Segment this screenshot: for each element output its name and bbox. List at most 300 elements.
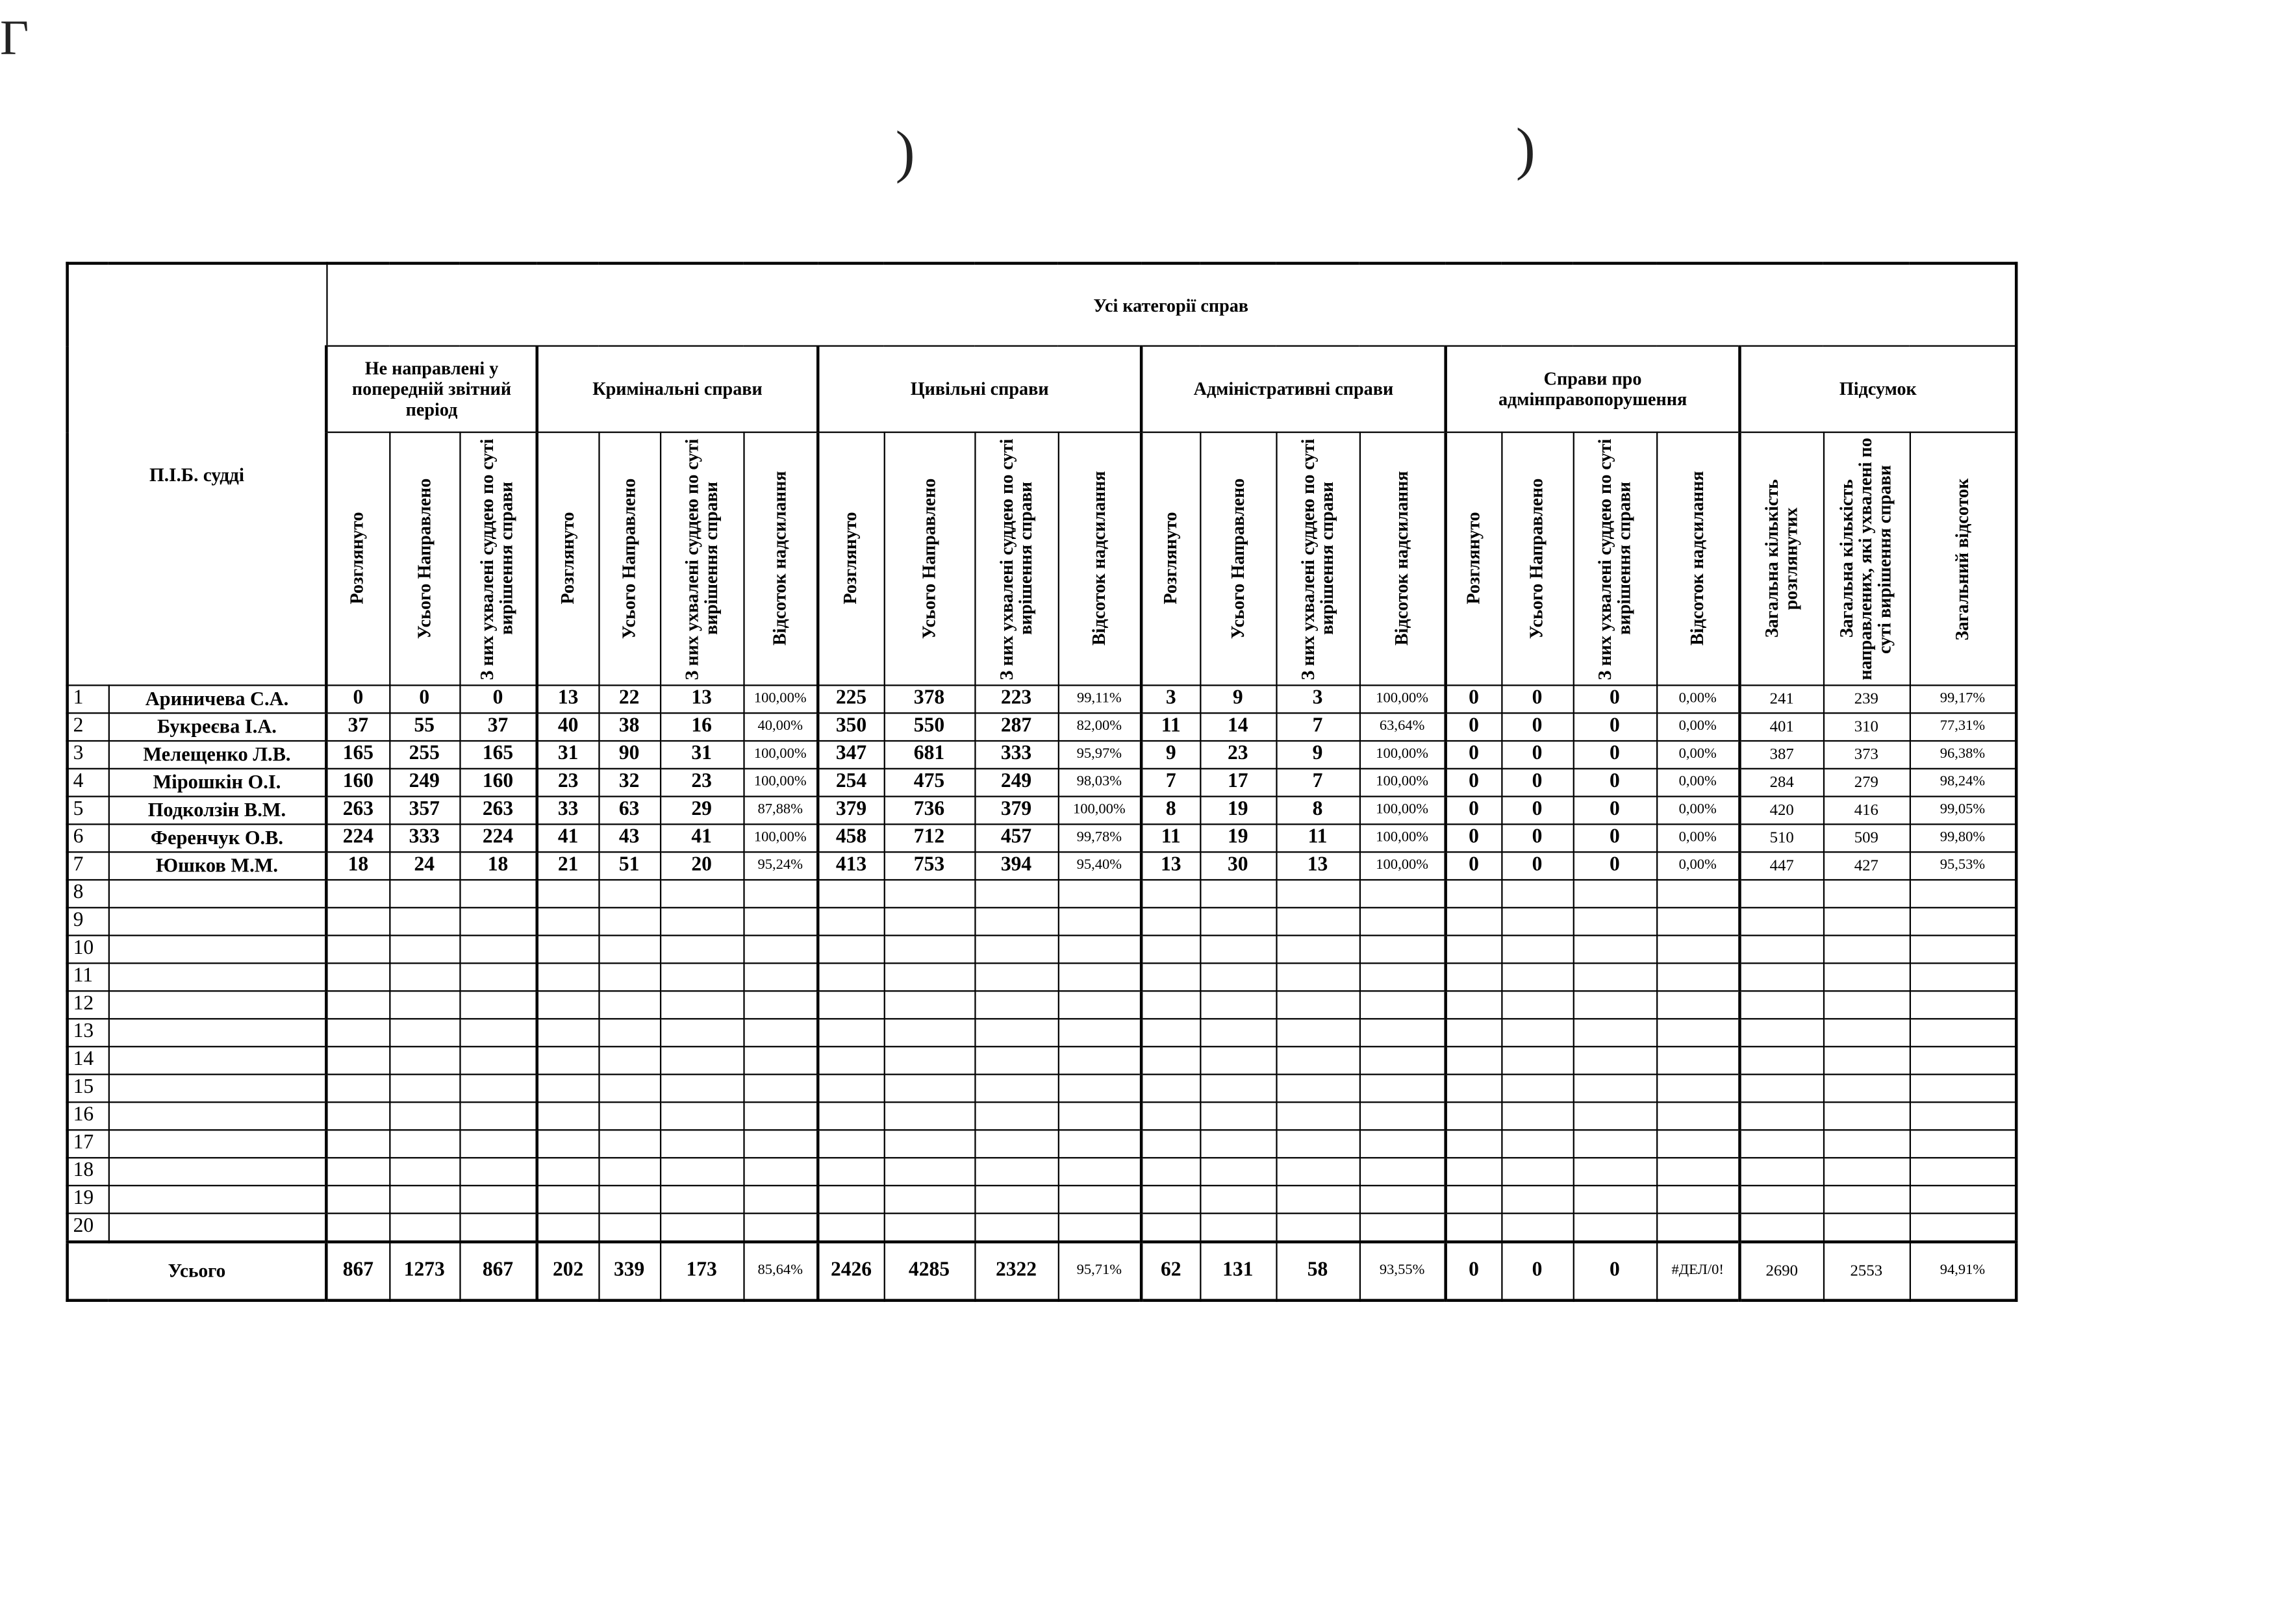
table-cell [1823,1019,1910,1047]
table-cell [1910,1158,2016,1186]
table-cell: 173 [660,1242,743,1301]
table-cell: 263 [459,797,537,825]
judge-name: Юшков М.М. [108,852,327,880]
column-header-label: З них ухвалені суддею по суті вирішення справи [1594,438,1634,680]
table-cell [974,1102,1057,1130]
column-header [1910,432,2016,686]
table-cell [743,1158,818,1186]
row-number: 15 [68,1075,108,1103]
table-cell [884,908,975,936]
table-cell [1141,936,1200,964]
table-cell [1656,991,1739,1019]
table-row-empty [68,1075,2017,1103]
table-cell [1573,936,1656,964]
table-cell: 95,40% [1058,852,1141,880]
table-cell: 347 [818,741,883,769]
table-cell: 9 [1200,685,1276,713]
table-cell: 249 [389,769,459,797]
table-cell [884,1158,975,1186]
table-cell [1573,991,1656,1019]
column-header [1359,432,1446,686]
table-cell [1058,1158,1141,1186]
table-cell: 0,00% [1656,713,1739,741]
table-cell [1359,1047,1446,1075]
table-cell: 96,38% [1910,741,2016,769]
table-cell [818,1075,883,1103]
table-cell [1058,1130,1141,1158]
table-cell [1823,991,1910,1019]
table-cell [537,1019,599,1047]
table-cell [1739,1019,1823,1047]
table-cell: 0 [1501,1242,1573,1301]
table-cell: 100,00% [743,685,818,713]
table-cell [660,1130,743,1158]
table-cell: 239 [1823,685,1910,713]
table-cell [974,1130,1057,1158]
table-cell: 24 [389,852,459,880]
table-cell [974,1186,1057,1214]
table-cell: 379 [974,797,1057,825]
table-cell: 357 [389,797,459,825]
table-cell [1359,991,1446,1019]
table-cell: 255 [389,741,459,769]
table-cell: 23 [537,769,599,797]
table-cell [1573,1102,1656,1130]
table-cell [1573,1019,1656,1047]
table-cell [660,1019,743,1047]
table-cell: 11 [1141,713,1200,741]
table-cell [1446,991,1502,1019]
table-cell [537,908,599,936]
table-cell: 100,00% [1359,824,1446,852]
table-row [68,713,2017,741]
table-cell: 18 [459,852,537,880]
table-cell [1141,1186,1200,1214]
table-cell [1359,1214,1446,1242]
table-cell: 736 [884,797,975,825]
table-cell [1359,1130,1446,1158]
table-cell: 279 [1823,769,1910,797]
row-number: 12 [68,991,108,1019]
table-cell [1573,1130,1656,1158]
table-cell [1910,991,2016,1019]
table-cell [818,880,883,908]
table-cell: 23 [1200,741,1276,769]
judge-name [108,908,327,936]
table-cell: 160 [326,769,389,797]
table-cell [1200,880,1276,908]
table-cell [1573,1047,1656,1075]
table-cell: 401 [1739,713,1823,741]
column-header [1058,432,1141,686]
table-cell: 8 [1141,797,1200,825]
table-cell [1823,1214,1910,1242]
table-cell: 100,00% [1058,797,1141,825]
table-cell [1573,1158,1656,1186]
table-cell: 510 [1739,824,1823,852]
punch-hole-mark: ) [895,118,915,184]
table-cell: 4285 [884,1242,975,1301]
table-cell [1823,1130,1910,1158]
table-cell: 475 [884,769,975,797]
table-cell: 447 [1739,852,1823,880]
table-cell [884,991,975,1019]
table-cell [1910,1214,2016,1242]
table-cell: 0 [459,685,537,713]
table-cell [459,1214,537,1242]
table-cell: 509 [1823,824,1910,852]
group-header: Підсумок [1739,346,2016,432]
table-cell [974,1075,1057,1103]
table-cell: 165 [459,741,537,769]
judge-name [108,1130,327,1158]
table-cell [537,1075,599,1103]
row-number: 5 [68,797,108,825]
table-cell [537,1047,599,1075]
table-cell [459,1019,537,1047]
table-cell [389,1047,459,1075]
table-cell: 160 [459,769,537,797]
table-cell [598,963,660,991]
table-cell [537,880,599,908]
column-header [1501,432,1573,686]
table-cell: 2426 [818,1242,883,1301]
judge-name [108,1158,327,1186]
table-cell: 0 [1501,797,1573,825]
table-cell: 98,03% [1058,769,1141,797]
table-cell [1656,908,1739,936]
table-cell: 43 [598,824,660,852]
column-header [660,432,743,686]
table-cell [1573,1214,1656,1242]
table-cell: 0,00% [1656,769,1739,797]
table-cell: 0 [1501,741,1573,769]
column-header [743,432,818,686]
table-cell [743,908,818,936]
table-row-empty [68,1019,2017,1047]
table-cell [389,1158,459,1186]
table-row [68,685,2017,713]
table-cell [974,963,1057,991]
judge-name [108,1047,327,1075]
table-cell: 95,53% [1910,852,2016,880]
table-cell [598,1158,660,1186]
column-header-label: Розглянуто [557,512,578,605]
table-cell [1058,908,1141,936]
column-header [1573,432,1656,686]
row-number: 11 [68,963,108,991]
all-categories-header: Усі категорії справ [326,263,2016,345]
table-row-empty [68,908,2017,936]
table-cell: 93,55% [1359,1242,1446,1301]
table-cell [598,1130,660,1158]
table-row-empty [68,880,2017,908]
table-cell [660,991,743,1019]
table-cell [537,963,599,991]
table-cell [389,1075,459,1103]
table-cell [818,1186,883,1214]
row-number: 1 [68,685,108,713]
table-cell: 100,00% [1359,797,1446,825]
table-cell [1276,1047,1359,1075]
table-cell [1573,963,1656,991]
judge-name: Мірошкін О.І. [108,769,327,797]
table-cell [598,1047,660,1075]
table-cell: 40,00% [743,713,818,741]
table-cell [818,1214,883,1242]
judge-name: Мелещенко Л.В. [108,741,327,769]
table-cell [743,1047,818,1075]
table-cell: 7 [1276,769,1359,797]
table-cell [389,1130,459,1158]
table-cell: 224 [326,824,389,852]
table-cell [660,880,743,908]
judge-name [108,1186,327,1214]
table-cell [884,1186,975,1214]
table-cell: 22 [598,685,660,713]
table-row [68,824,2017,852]
group-header: Адміністративні справи [1141,346,1446,432]
row-number: 16 [68,1102,108,1130]
column-header [818,432,883,686]
table-cell: 287 [974,713,1057,741]
table-cell [598,1019,660,1047]
table-cell [326,1075,389,1103]
table-cell [1823,936,1910,964]
row-number: 8 [68,880,108,908]
table-cell [1446,1047,1502,1075]
table-cell [818,1130,883,1158]
table-cell [1141,1047,1200,1075]
table-cell [459,880,537,908]
table-cell: 95,97% [1058,741,1141,769]
table-cell [537,1186,599,1214]
judge-name [108,963,327,991]
table-cell: 420 [1739,797,1823,825]
table-cell [1276,991,1359,1019]
table-cell: 0 [1446,713,1502,741]
column-header [884,432,975,686]
table-cell [1141,1019,1200,1047]
table-cell [389,963,459,991]
table-cell: 41 [660,824,743,852]
column-header-label: Усього Направлено [618,478,639,640]
table-cell [1200,1075,1276,1103]
table-cell [974,908,1057,936]
table-cell: 77,31% [1910,713,2016,741]
table-cell [1446,1186,1502,1214]
column-header [1656,432,1739,686]
table-cell [1141,1130,1200,1158]
table-cell: 99,78% [1058,824,1141,852]
table-cell [974,991,1057,1019]
table-cell: 165 [326,741,389,769]
column-header-label: Розглянуто [1463,512,1484,605]
table-cell [818,1047,883,1075]
row-number: 7 [68,852,108,880]
column-header [1141,432,1200,686]
table-cell [1573,1186,1656,1214]
table-cell: 131 [1200,1242,1276,1301]
table-cell [1359,1158,1446,1186]
table-cell: 40 [537,713,599,741]
table-cell [743,880,818,908]
table-cell [1200,1186,1276,1214]
table-cell [1823,963,1910,991]
table-cell [1910,963,2016,991]
table-cell [1359,1102,1446,1130]
table-cell [660,1047,743,1075]
table-cell [884,1019,975,1047]
column-header [459,432,537,686]
table-cell: 241 [1739,685,1823,713]
table-cell [1656,1047,1739,1075]
table-cell [1910,1019,2016,1047]
total-label: Усього [68,1242,327,1301]
row-number: 3 [68,741,108,769]
table-cell: 223 [974,685,1057,713]
table-cell: 0 [1573,797,1656,825]
table-cell: 62 [1141,1242,1200,1301]
table-cell [1276,1102,1359,1130]
table-cell [974,880,1057,908]
table-cell [1656,1186,1739,1214]
table-cell [1501,1102,1573,1130]
column-header [598,432,660,686]
row-number: 20 [68,1214,108,1242]
table-cell [598,908,660,936]
table-cell: 350 [818,713,883,741]
table-cell [1276,1130,1359,1158]
table-cell: 0 [326,685,389,713]
table-cell [1200,1158,1276,1186]
table-cell: 0 [1446,797,1502,825]
table-cell: 867 [459,1242,537,1301]
table-cell [326,1102,389,1130]
table-cell [1141,1158,1200,1186]
table-cell [459,1130,537,1158]
table-cell: 55 [389,713,459,741]
table-cell [1823,1102,1910,1130]
table-cell [1501,1158,1573,1186]
table-cell: 0 [1573,824,1656,852]
table-cell [1200,908,1276,936]
table-cell [1276,1075,1359,1103]
table-cell [743,1019,818,1047]
table-row [68,769,2017,797]
table-cell [660,936,743,964]
table-cell [1058,1047,1141,1075]
table-cell [1739,880,1823,908]
table-cell [326,936,389,964]
table-cell: 17 [1200,769,1276,797]
table-cell: 753 [884,852,975,880]
table-cell [1739,1075,1823,1103]
table-cell: 2690 [1739,1242,1823,1301]
table-cell [1058,1075,1141,1103]
table-cell [1446,1019,1502,1047]
group-header: Справи про адмінправопорушення [1446,346,1740,432]
column-header-label: Відсоток надсилання [1088,471,1109,646]
row-number: 17 [68,1130,108,1158]
table-cell: 14 [1200,713,1276,741]
table-cell [459,1186,537,1214]
column-header-label: Відсоток надсилання [769,471,790,646]
table-cell: 458 [818,824,883,852]
row-number: 10 [68,936,108,964]
table-cell: 23 [660,769,743,797]
table-cell [884,936,975,964]
table-cell [884,880,975,908]
table-cell [1141,880,1200,908]
table-cell [326,1130,389,1158]
table-cell [1446,880,1502,908]
table-cell: 263 [326,797,389,825]
judge-name: Подколзін В.М. [108,797,327,825]
table-cell [389,908,459,936]
table-cell [326,908,389,936]
table-cell [1501,1075,1573,1103]
judges-statistics-table [66,262,2017,1302]
judge-name: Ференчук О.В. [108,824,327,852]
table-cell [974,936,1057,964]
table-cell [598,880,660,908]
table-cell: 2553 [1823,1242,1910,1301]
table-cell: 0 [1501,769,1573,797]
table-cell [1276,880,1359,908]
table-cell: 202 [537,1242,599,1301]
table-cell: 95,71% [1058,1242,1141,1301]
table-row-empty [68,991,2017,1019]
table-cell: 333 [389,824,459,852]
table-cell: 3 [1276,685,1359,713]
table-cell [1446,1158,1502,1186]
table-cell [1446,1102,1502,1130]
table-cell: 100,00% [1359,685,1446,713]
table-cell [1359,908,1446,936]
judge-name [108,1102,327,1130]
table-cell [1739,1130,1823,1158]
table-cell: 37 [459,713,537,741]
table-cell [1910,1047,2016,1075]
table-cell [660,1102,743,1130]
row-number: 2 [68,713,108,741]
table-cell [1359,1019,1446,1047]
table-cell [1823,1158,1910,1186]
table-cell: 0 [1573,852,1656,880]
table-cell: 38 [598,713,660,741]
table-row-empty [68,1214,2017,1242]
table-cell [459,1075,537,1103]
column-header [326,432,389,686]
table-cell: 13 [1141,852,1200,880]
table-cell: 712 [884,824,975,852]
table-cell [1200,1130,1276,1158]
table-cell: 413 [818,852,883,880]
judge-name: Букреєва І.А. [108,713,327,741]
table-cell: 21 [537,852,599,880]
column-header-label: Розглянуто [347,512,368,605]
table-cell [1359,963,1446,991]
column-header-label: З них ухвалені суддею по суті вирішення справи [477,438,517,680]
table-cell [1910,1186,2016,1214]
table-row-empty [68,1130,2017,1158]
table-cell [1058,963,1141,991]
table-cell: 99,17% [1910,685,2016,713]
table-cell: 0,00% [1656,741,1739,769]
table-cell [1501,936,1573,964]
table-cell: 9 [1141,741,1200,769]
